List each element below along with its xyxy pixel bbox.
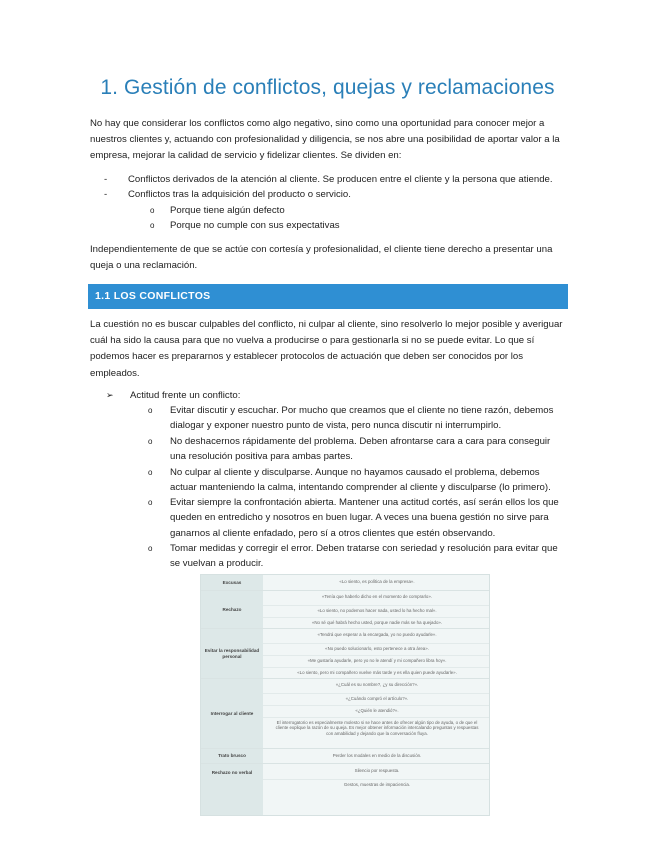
attitude-item: [148, 541, 566, 572]
attitude-item: [148, 403, 566, 434]
intro-text: No hay que considerar los conflictos como algo negativo, sino como una oportunidad para conocer mejor a nuestros clientes y, actuando con profesionalidad y diligencia, se nos abre una posibilidad de aportar valor a la empresa, mejorar la calidad de servicio y fidelizar clientes. Se dividen en:: [90, 118, 560, 162]
attitude-item-text: Evitar discutir y escuchar. Por mucho que creamos que el cliente no tiene razón, debemos dialogar y exponer nuestro punto de vista, pero nunca discutir ni interrumpirlo.: [170, 405, 554, 432]
table-row-label: Excusas: [201, 575, 263, 590]
intro-paragraph: [90, 116, 568, 165]
table-row: [201, 748, 490, 763]
attitude-item: [148, 465, 566, 496]
sub-division-item: [150, 203, 566, 219]
division-item: [104, 172, 568, 188]
sub-division-item: [150, 218, 566, 234]
table-row-label: Interrogar al cliente: [201, 679, 263, 748]
attitude-item-text: No culpar al cliente y disculparse. Aunque no hayamos causado el problema, debemos actuar manteniendo la calma, intentando comprender al cliente y disculparse (lo primero).: [170, 467, 551, 494]
division-text: Conflictos tras la adquisición del producto o servicio.: [128, 189, 351, 200]
closing-text: Independientemente de que se actúe con cortesía y profesionalidad, el cliente tiene derecho a presentar una queja o una reclamación.: [90, 244, 553, 272]
dash-marker: -: [104, 189, 108, 200]
circle-marker: o: [148, 498, 153, 507]
attitude-item: [148, 495, 566, 541]
table-cell: «Tendrá que esperar a la encargada, yo no puedo ayudarle».: [317, 632, 437, 637]
table-cell: «Lo siento, no podemos hacer nada, usted lo ha hecho mal».: [263, 605, 490, 613]
table-row-label: Rechazo: [201, 591, 263, 628]
sub-division-text: Porque tiene algún defecto: [170, 205, 285, 216]
table-cell: «¿Quién le atendió?».: [263, 705, 490, 713]
table-row: [201, 575, 490, 590]
circle-marker: o: [148, 406, 153, 415]
table-row-label: Rechazo no verbal: [201, 764, 263, 816]
circle-marker: o: [148, 437, 153, 446]
table-cell: «No puedo solucionarlo, esto pertenece a otra área».: [263, 643, 490, 651]
attitude-item-text: Evitar siempre la confrontación abierta. Mantener una actitud cortés, así serán ellos los que queden en entredicho y nosotros en buen lugar. A veces una buena gestión no sirve para ganarnos al cliente enfadado, pero sí a otros clientes que estén observando.: [170, 497, 559, 539]
table-cell: «No sé qué habrá hecho usted, porque nadie más se ha quejado».: [263, 617, 490, 625]
table-row: [201, 678, 490, 748]
table-row-label: Evitar la responsabilidad personal: [201, 629, 263, 678]
table-row: [201, 628, 490, 678]
table-cell: El interrogatorio es especialmente molesto si se hace antes de ofrecer algún tipo de ayuda, o de que el cliente explique la razón de su queja. Es mejor obtener información intercalando preguntas y respuestas con amabilidad y dejando que la conversación fluya.: [263, 717, 490, 736]
table-row-label: Trato brusco: [201, 749, 263, 763]
circle-marker: o: [150, 221, 155, 230]
arrow-bullet-icon: ➢: [106, 390, 114, 400]
conflict-behaviors-table: [200, 574, 490, 816]
table-cell: Silencio por respuesta.: [354, 768, 400, 773]
attitude-item-text: Tomar medidas y corregir el error. Deben tratarse con seriedad y resolución para evitar que se vuelvan a producir.: [170, 543, 558, 570]
section-banner: [88, 284, 568, 309]
attitude-heading: [106, 388, 566, 404]
circle-marker: o: [150, 206, 155, 215]
table-cell: Gestos, muestras de impaciencia.: [263, 779, 490, 787]
table-cell: «Me gustaría ayudarle, pero yo no le atendí y mi compañero libra hoy».: [263, 655, 490, 663]
table-cell: «Lo siento, es política de la empresa».: [339, 579, 415, 584]
table-cell: «¿Cuál es su nombre?, ¿y su dirección?».: [335, 682, 419, 687]
conflicts-text: La cuestión no es buscar culpables del conflicto, ni culpar al cliente, sino resolverlo lo mejor posible y averiguar cuál ha sido la causa para que no vuelva a producirse o para gestionarla si no se puede evitar. Lo que sí podemos hacer es prepararnos y establecer protocolos de actuación que deben ser conocidos por los empleados.: [90, 319, 563, 379]
attitude-heading-text: Actitud frente un conflicto:: [130, 390, 241, 401]
closing-paragraph: [90, 242, 568, 274]
attitude-item-text: No deshacernos rápidamente del problema. Deben afrontarse cara a cara para conseguir una resolución positiva para ambas partes.: [170, 436, 551, 463]
table-row: [201, 763, 490, 816]
table-cell: «Tenía que haberlo dicho en el momento de comprarlo».: [321, 594, 433, 599]
sub-division-text: Porque no cumple con sus expectativas: [170, 220, 340, 231]
section-heading: 1.1 LOS CONFLICTOS: [95, 290, 211, 302]
page-title: 1. Gestión de conflictos, quejas y reclamaciones: [100, 76, 555, 99]
dash-marker: -: [104, 174, 108, 185]
table-row: [201, 590, 490, 628]
attitude-item: [148, 434, 566, 465]
division-text: Conflictos derivados de la atención al cliente. Se producen entre el cliente y la persona que atiende.: [128, 174, 553, 185]
table-cell: «¿Cuándo compró el artículo?».: [263, 693, 490, 701]
circle-marker: o: [148, 468, 153, 477]
conflicts-paragraph: [90, 317, 568, 382]
division-item: [104, 187, 568, 203]
table-cell: «Lo siento, pero mi compañero vuelve más tarde y es ella quien puede ayudarle».: [263, 667, 490, 675]
table-cell: Perder los modales en medio de la discusión.: [332, 753, 422, 758]
circle-marker: o: [148, 544, 153, 553]
